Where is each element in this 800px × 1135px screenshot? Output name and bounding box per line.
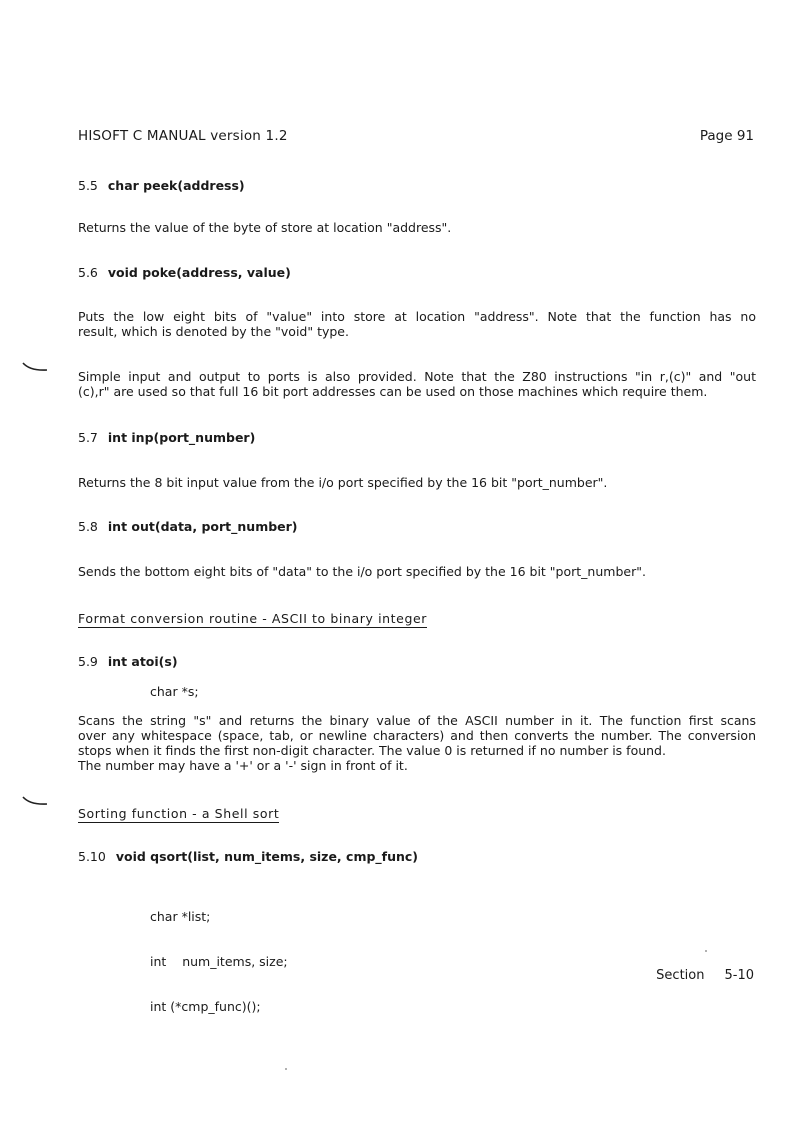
- scan-speck: [285, 1068, 287, 1070]
- section-5-6-heading: [78, 265, 291, 280]
- section-5-9-heading: [78, 654, 178, 669]
- section-number: 5.5: [78, 178, 98, 193]
- sorting-function-heading: [78, 803, 279, 822]
- text-line: Returns the value of the byte of store at location "address".: [78, 220, 452, 235]
- text-line: stops when it finds the first non-digit character. The value 0 is returned if no number is found.: [78, 743, 666, 758]
- section-5-7-description: [78, 475, 756, 490]
- section-5-8-description: [78, 564, 756, 579]
- section-number: 5.8: [78, 519, 98, 534]
- section-5-7-heading: [78, 430, 255, 445]
- function-signature: char peek(address): [107, 178, 245, 193]
- text-line: result, which is denoted by the "void" type.: [78, 324, 349, 339]
- qsort-declaration: [150, 879, 288, 1044]
- function-signature: void poke(address, value): [107, 265, 291, 280]
- text-line: (c),r" are used so that full 16 bit port addresses can be used on those machines which require them.: [78, 384, 708, 399]
- text-line: Scans the string "s" and returns the binary value of the ASCII number in it. The function first scans: [78, 713, 756, 728]
- declaration-line: char *list;: [150, 909, 211, 924]
- section-number: 5.7: [78, 430, 98, 445]
- text-line: Puts the low eight bits of "value" into store at location "address". Note that the function has no: [78, 309, 756, 324]
- section-footer: [656, 968, 754, 983]
- declaration-line: int num_items, size;: [150, 954, 288, 969]
- underlined-heading: Sorting function - a Shell sort: [78, 806, 280, 821]
- section-number: 5.6: [78, 265, 98, 280]
- text-line: Returns the 8 bit input value from the i/o port specified by the 16 bit "port_number".: [78, 475, 608, 490]
- function-signature: int atoi(s): [107, 654, 178, 669]
- page-number: Page 91: [699, 128, 754, 144]
- text-line: The number may have a '+' or a '-' sign in front of it.: [78, 758, 408, 773]
- port-io-paragraph: [78, 369, 756, 399]
- margin-mark: [22, 362, 48, 372]
- atoi-declaration: char *s;: [150, 684, 199, 699]
- section-5-10-heading: [78, 849, 418, 864]
- section-number: 5.10: [78, 849, 106, 864]
- section-5-5-heading: [78, 178, 245, 193]
- function-signature: int out(data, port_number): [107, 519, 298, 534]
- underlined-heading: Format conversion routine - ASCII to binary integer: [78, 611, 428, 626]
- text-line: Sends the bottom eight bits of "data" to the i/o port specified by the 16 bit "port_number".: [78, 564, 646, 579]
- section-number-label: 5-10: [724, 968, 754, 983]
- manual-title: HISOFT C MANUAL version 1.2: [78, 128, 288, 144]
- text-line: over any whitespace (space, tab, or newline characters) and then converts the number. The conversion: [78, 728, 756, 743]
- text-line: Simple input and output to ports is also provided. Note that the Z80 instructions "in r,(c)" and "out: [78, 369, 756, 384]
- section-number: 5.9: [78, 654, 98, 669]
- section-5-9-description: [78, 713, 756, 773]
- section-5-5-description: [78, 220, 756, 235]
- function-signature: void qsort(list, num_items, size, cmp_func): [115, 849, 419, 864]
- section-5-6-description: [78, 309, 756, 339]
- declaration-line: int (*cmp_func)();: [150, 999, 261, 1014]
- format-conversion-heading: [78, 608, 427, 627]
- section-label: Section: [656, 968, 705, 983]
- section-5-8-heading: [78, 519, 298, 534]
- scan-speck: [705, 950, 707, 952]
- function-signature: int inp(port_number): [107, 430, 256, 445]
- margin-mark: [22, 796, 48, 806]
